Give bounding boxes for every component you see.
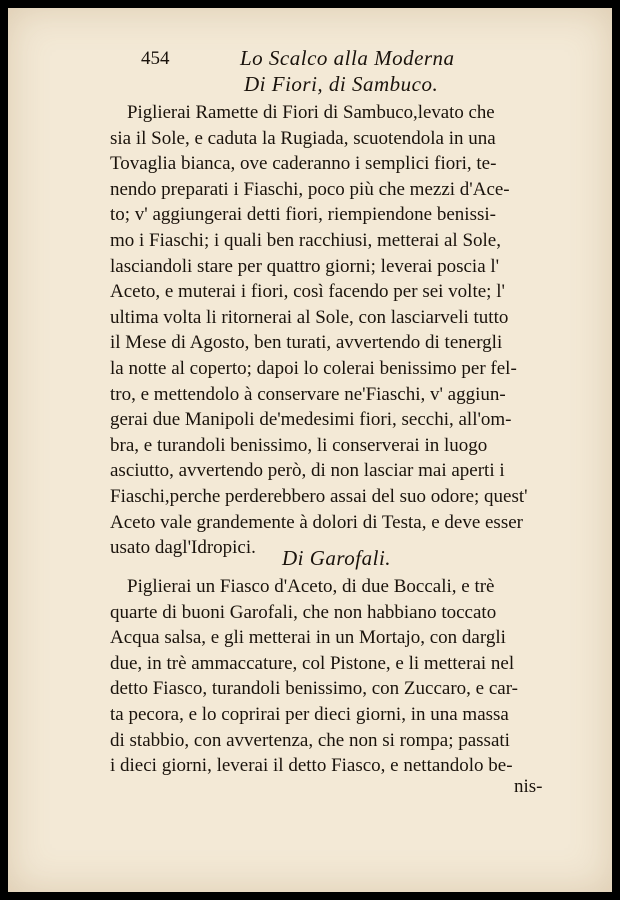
text-line: Acqua salsa, e gli metterai in un Mortajo, con dargli bbox=[110, 627, 506, 649]
catchword: nis- bbox=[514, 776, 543, 797]
running-title: Lo Scalco alla Moderna bbox=[240, 46, 455, 70]
text-line: la notte al coperto; dapoi lo colerai benissimo per fel- bbox=[110, 357, 517, 379]
text-line: due, in trè ammaccature, col Pistone, e li metterai nel bbox=[110, 652, 515, 674]
text-line: detto Fiasco, turandoli benissimo, con Zuccaro, e car- bbox=[110, 678, 518, 700]
text-line: il Mese di Agosto, ben turati, avvertendo di tenergli bbox=[110, 332, 503, 354]
text-line: gerai due Manipoli de'medesimi fiori, secchi, all'om- bbox=[110, 409, 512, 431]
text-line: to; v' aggiungerai detti fiori, riempiendone benissi- bbox=[110, 204, 496, 226]
text-line: tro, e mettendolo à conservare ne'Fiaschi, v' aggiun- bbox=[110, 383, 506, 405]
book-page bbox=[8, 8, 612, 892]
page-header bbox=[8, 44, 612, 74]
text-line: usato dagl'Idropici. bbox=[110, 537, 256, 559]
text-line: asciutto, avvertendo però, di non lasciar mai aperti i bbox=[110, 460, 505, 482]
text-line: Aceto vale grandemente à dolori di Testa, e deve esser bbox=[110, 511, 523, 533]
text-line: ta pecora, e lo coprirai per dieci giorni, in una massa bbox=[110, 703, 509, 725]
section-body-garofali bbox=[110, 574, 540, 779]
text-line: di stabbio, con avvertenza, che non si rompa; passati bbox=[110, 729, 510, 751]
text-line: sia il Sole, e caduta la Rugiada, scuotendola in una bbox=[110, 127, 496, 149]
text-line: Aceto, e muterai i fiori, così facendo per sei volte; l' bbox=[110, 281, 505, 303]
text-line: quarte di buoni Garofali, che non habbiano toccato bbox=[110, 601, 497, 623]
text-line: Fiaschi,perche perderebbero assai del suo odore; quest' bbox=[110, 485, 528, 507]
text-line: Piglierai un Fiasco d'Aceto, di due Boccali, e trè bbox=[127, 576, 495, 597]
page-number: 454 bbox=[141, 48, 170, 69]
text-line: lasciandoli stare per quattro giorni; leverai poscia l' bbox=[110, 255, 500, 277]
text-line: mo i Fiaschi; i quali ben racchiusi, metterai al Sole, bbox=[110, 229, 501, 251]
text-line: bra, e turandoli benissimo, li conserverai in luogo bbox=[110, 434, 488, 456]
text-line: Tovaglia bianca, ove caderanno i semplici fiori, te- bbox=[110, 153, 497, 175]
text-line: i dieci giorni, leverai il detto Fiasco, e nettandolo be- bbox=[110, 755, 513, 777]
text-line: Piglierai Ramette di Fiori di Sambuco,levato che bbox=[127, 102, 495, 123]
section-title-sambuco: Di Fiori, di Sambuco. bbox=[244, 72, 439, 96]
section-title-garofali: Di Garofali. bbox=[282, 546, 392, 570]
section-body-sambuco bbox=[110, 100, 545, 561]
text-line: ultima volta li ritornerai al Sole, con lasciarveli tutto bbox=[110, 306, 509, 328]
text-line: nendo preparati i Fiaschi, poco più che mezzi d'Ace- bbox=[110, 178, 510, 200]
